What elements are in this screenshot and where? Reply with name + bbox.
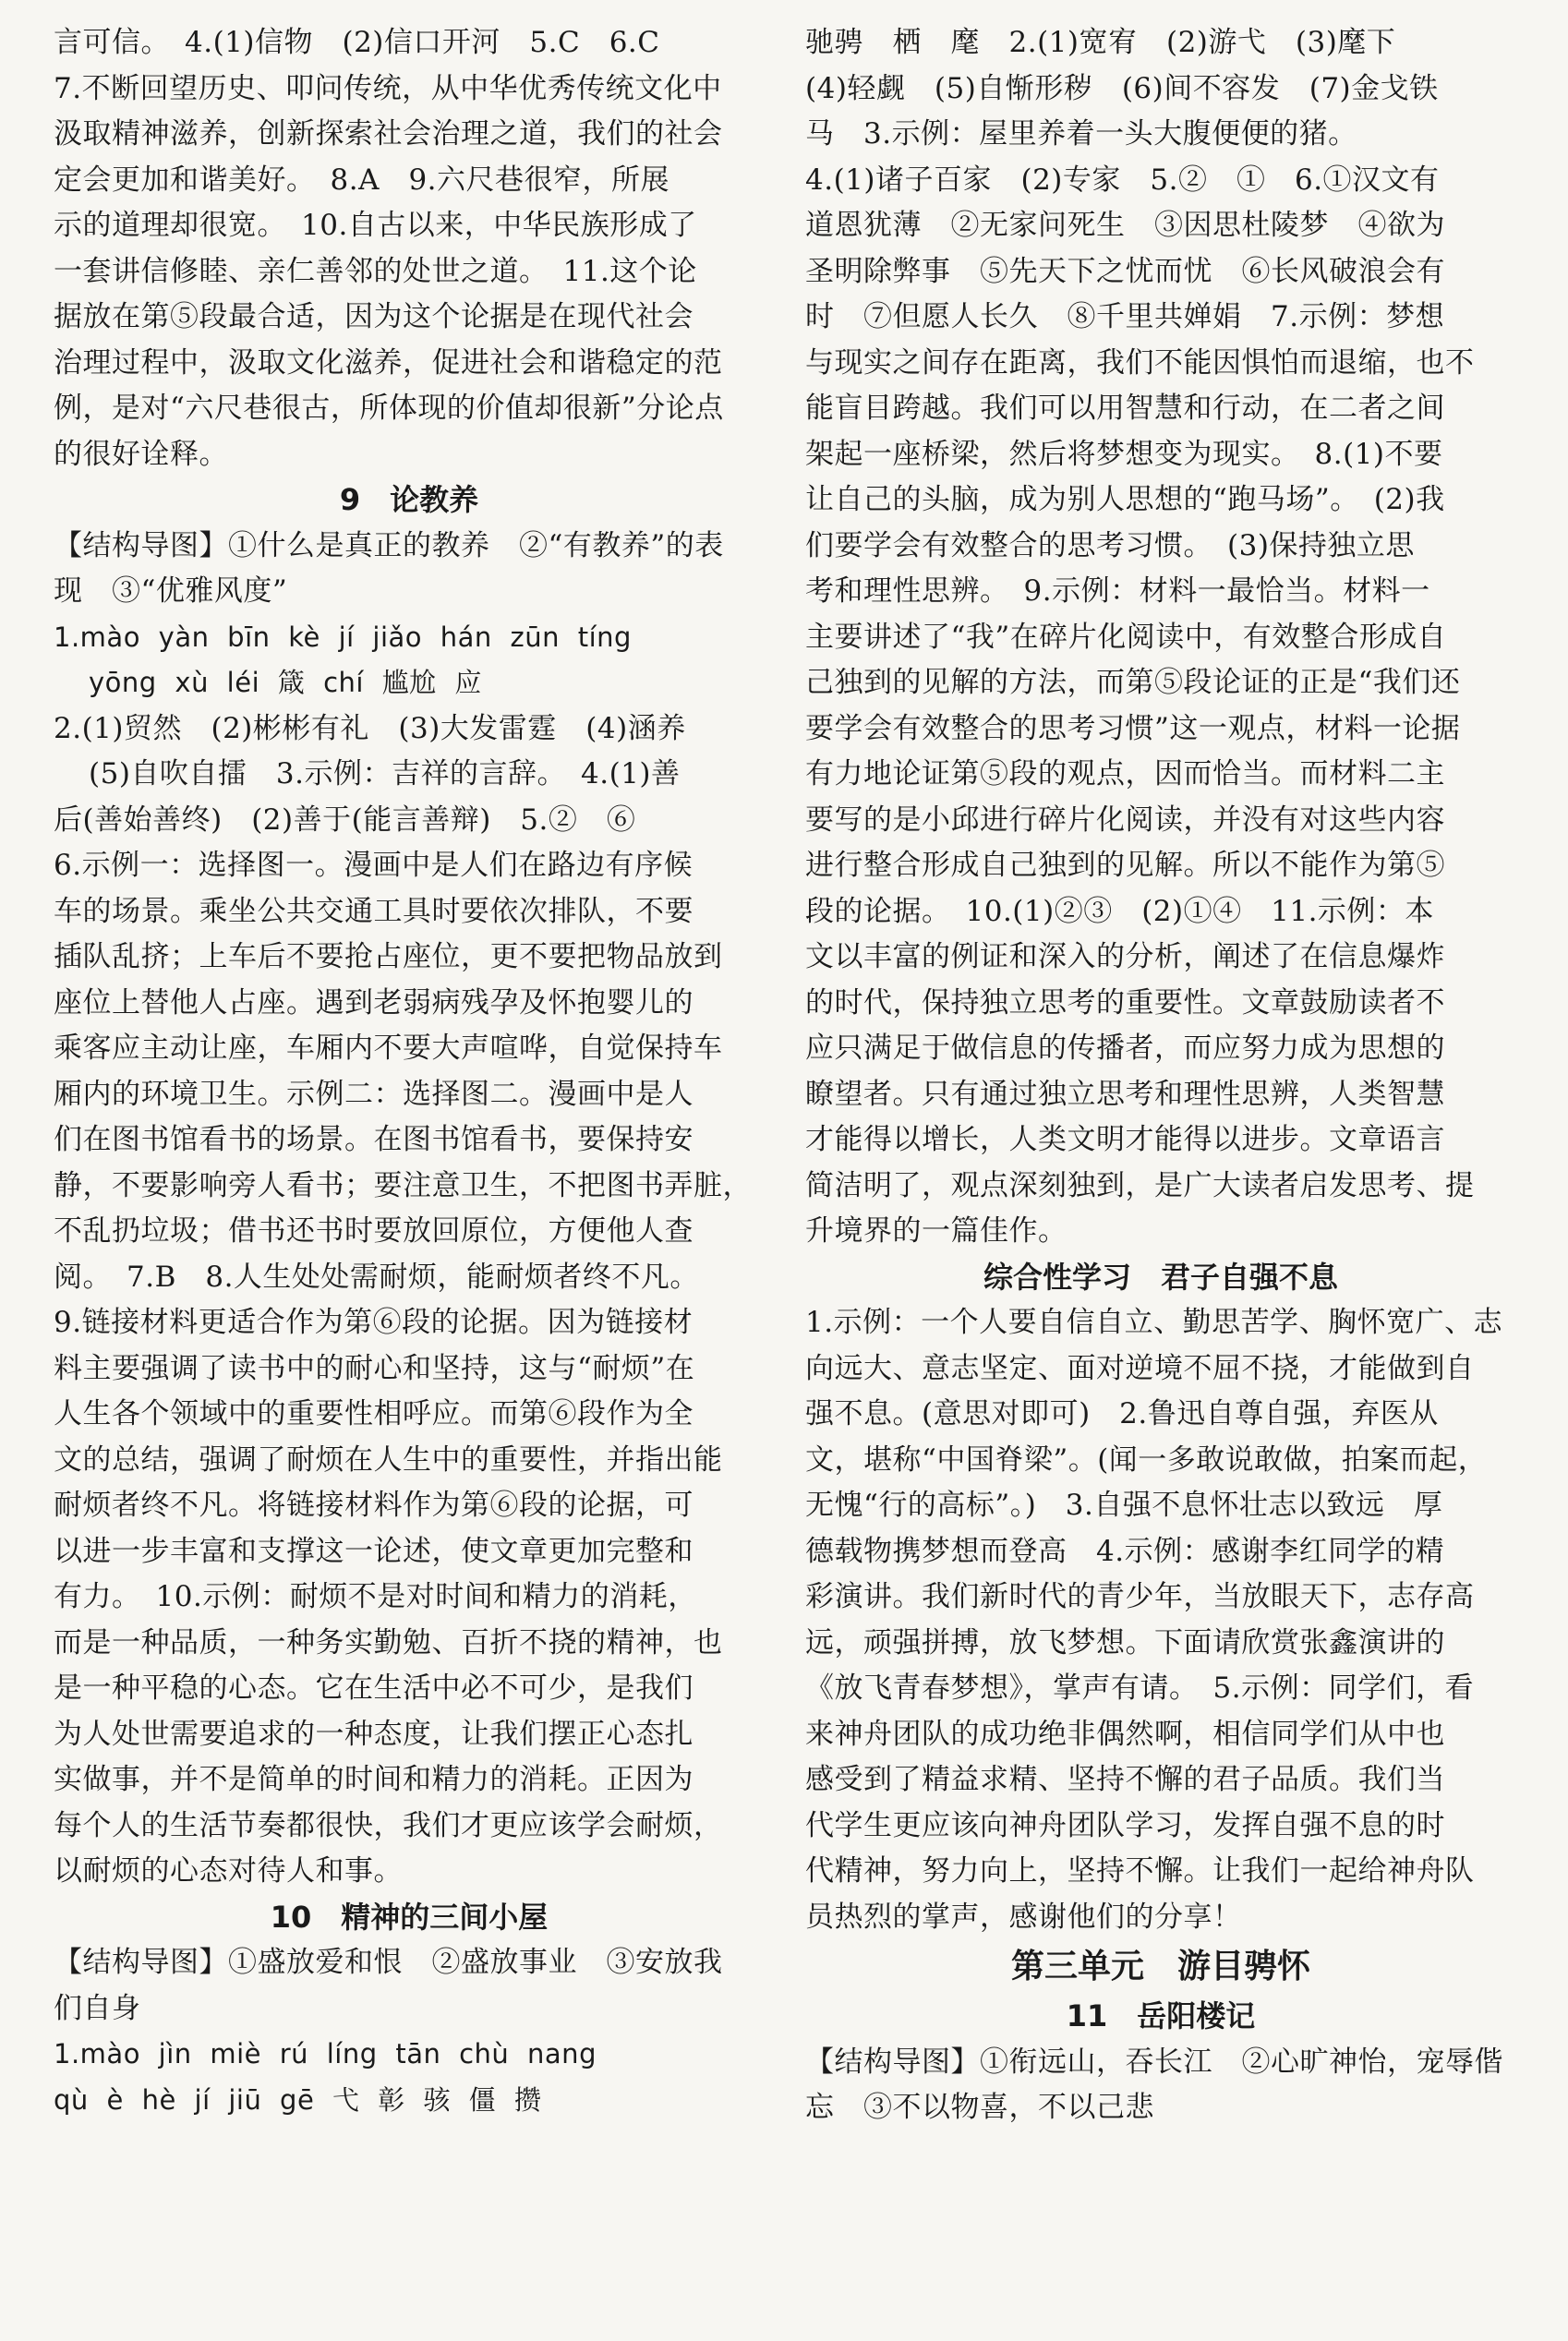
text-line: 文的总结，强调了耐烦在人生中的重要性，并指出能 [54, 1442, 723, 1477]
text-line: 文，堪称“中国脊梁”。(闻一多敢说敢做，拍案而起， [805, 1442, 1488, 1477]
text-line: 人生各个领域中的重要性相呼应。而第⑥段作为全 [54, 1397, 694, 1430]
text-line: 架起一座桥梁，然后将梦想变为现实。 8.(1)不要 [805, 437, 1443, 471]
text-line: 升境界的一篇佳作。 [805, 1214, 1067, 1248]
text-line: 彩演讲。我们新时代的青少年，当放眼天下，志存高 [805, 1580, 1475, 1613]
text-line: 言可信。 4.(1)信物 (2)信口开河 5.C 6.C [54, 26, 660, 59]
text-line: 无愧“行的高标”。) 3.自强不息怀壮志以致远 厚 [805, 1489, 1443, 1522]
text-line: 以耐烦的心态对待人和事。 [54, 1854, 403, 1888]
text-line: 实做事，并不是简单的时间和精力的消耗。正因为 [54, 1763, 694, 1796]
text-line: 是一种平稳的心态。它在生活中必不可少，是我们 [54, 1671, 694, 1705]
text-line: 段的论据。 10.(1)②③ (2)①④ 11.示例：本 [805, 894, 1434, 928]
text-line: 乘客应主动让座，车厢内不要大声喧哗，自觉保持车 [54, 1032, 723, 1065]
text-line: 【结构导图】①盛放爱和恨 ②盛放事业 ③安放我 [54, 1946, 723, 1979]
text-line: 2.(1)贸然 (2)彬彬有礼 (3)大发雷霆 (4)涵养 [54, 711, 686, 745]
text-line: 9.链接材料更适合作为第⑥段的论据。因为链接材 [54, 1306, 694, 1339]
text-line: 的很好诠释。 [54, 437, 228, 471]
text-line: 座位上替他人占座。遇到老弱病残孕及怀抱婴儿的 [54, 985, 694, 1020]
left-column [54, 20, 765, 2123]
text-line: 【结构导图】①衔远山，吞长江 ②心旷神怡，宠辱偕 [805, 2045, 1503, 2079]
unit-title: 第三单元 游目骋怀 [1010, 1948, 1310, 1985]
text-line: 治理过程中，汲取文化滋养，促进社会和谐稳定的范 [54, 345, 723, 380]
text-line: 一套讲信修睦、亲仁善邻的处世之道。 11.这个论 [54, 254, 697, 288]
text-line: 以进一步丰富和支撑这一论述，使文章更加完整和 [54, 1534, 694, 1568]
text-line: 考和理性思辨。 9.示例：材料一最恰当。材料一 [805, 574, 1430, 608]
text-line: 驰骋 栖 麾 2.(1)宽宥 (2)游弋 (3)麾下 [805, 26, 1396, 59]
text-line: (5)自吹自擂 3.示例：吉祥的言辞。 4.(1)善 [89, 757, 681, 790]
text-line: 代学生更应该向神舟团队学习，发挥自强不息的时 [805, 1808, 1445, 1842]
pinyin-line: 1.mào yàn bīn kè jí jiǎo hán zūn tíng [54, 621, 632, 653]
right-column [805, 20, 1516, 2131]
text-line: 厢内的环境卫生。示例二：选择图二。漫画中是人 [54, 1077, 694, 1111]
text-line: 定会更加和谐美好。 8.A 9.六尺巷很窄，所展 [54, 163, 670, 197]
text-line: 能盲目跨越。我们可以用智慧和行动，在二者之间 [805, 392, 1445, 425]
text-line: 每个人的生活节奏都很快，我们才更应该学会耐烦， [54, 1808, 723, 1842]
text-line: 文以丰富的例证和深入的分析，阐述了在信息爆炸 [805, 940, 1445, 973]
section-title: 9 论教养 [339, 482, 479, 517]
text-line: 现 ③“优雅风度” [54, 574, 288, 608]
text-line: 要写的是小邱进行碎片化阅读，并没有对这些内容 [805, 802, 1445, 837]
text-line: 阅。 7.B 8.人生处处需耐烦，能耐烦者终不凡。 [54, 1260, 699, 1294]
text-line: 1.示例：一个人要自信自立、勤思苦学、胸怀宽广、志 [805, 1306, 1503, 1339]
text-line: 德载物携梦想而登高 4.示例：感谢李红同学的精 [805, 1534, 1445, 1568]
text-line: 忘 ③不以物喜，不以己悲 [805, 2091, 1154, 2124]
text-line: 而是一种品质，一种务实勤勉、百折不挠的精神，也 [54, 1625, 723, 1659]
section-title: 10 精神的三间小屋 [270, 1899, 549, 1935]
text-line: 己独到的见解的方法，而第⑤段论证的正是“我们还 [805, 666, 1461, 699]
text-line: 感受到了精益求精、坚持不懈的君子品质。我们当 [805, 1763, 1445, 1796]
text-line: 才能得以增长，人类文明才能得以进步。文章语言 [805, 1123, 1445, 1156]
text-line: 料主要强调了读书中的耐心和坚持，这与“耐烦”在 [54, 1351, 695, 1385]
text-line: 不乱扔垃圾；借书还书时要放回原位，方便他人查 [54, 1214, 694, 1248]
text-line: 耐烦者终不凡。将链接材料作为第⑥段的论据，可 [54, 1489, 694, 1522]
text-line: 要学会有效整合的思考习惯”这一观点，材料一论据 [805, 711, 1461, 745]
text-line: 与现实之间存在距离，我们不能因惧怕而退缩，也不 [805, 345, 1475, 380]
text-line: 据放在第⑤段最合适，因为这个论据是在现代社会 [54, 300, 694, 333]
text-line: 远，顽强拼搏，放飞梦想。下面请欣赏张鑫演讲的 [805, 1625, 1445, 1659]
text-line: 时 ⑦但愿人长久 ⑧千里共婵娟 7.示例：梦想 [805, 300, 1445, 333]
text-line: 们要学会有效整合的思考习惯。 (3)保持独立思 [805, 528, 1415, 562]
pinyin-line: yōng xù léi 箴 chí 尴尬 应 [89, 667, 482, 698]
text-line: (4)轻觑 (5)自惭形秽 (6)间不容发 (7)金戈铁 [805, 71, 1439, 105]
text-line: 《放飞青春梦想》，掌声有请。 5.示例：同学们，看 [805, 1671, 1475, 1705]
text-line: 4.(1)诸子百家 (2)专家 5.② ① 6.①汉文有 [805, 163, 1440, 197]
text-line: 静，不要影响旁人看书；要注意卫生，不把图书弄脏， [54, 1168, 752, 1202]
text-line: 们在图书馆看书的场景。在图书馆看书，要保持安 [54, 1123, 694, 1156]
text-line: 圣明除弊事 ⑤先天下之忧而忧 ⑥长风破浪会有 [805, 254, 1445, 288]
text-line: 有力。 10.示例：耐烦不是对时间和精力的消耗， [54, 1580, 697, 1613]
text-line: 马 3.示例：屋里养着一头大腹便便的猪。 [805, 117, 1357, 151]
text-line: 向远大、意志坚定、面对逆境不屈不挠，才能做到自 [805, 1351, 1475, 1385]
section-title: 11 岳阳楼记 [1066, 1998, 1256, 2033]
pinyin-line: 1.mào jìn miè rú líng tān chù nang [54, 2038, 597, 2069]
text-line: 例，是对“六尺巷很古，所体现的价值却很新”分论点 [54, 392, 724, 425]
text-line: 代精神，努力向上，坚持不懈。让我们一起给神舟队 [805, 1854, 1475, 1888]
text-line: 为人处世需要追求的一种态度，让我们摆正心态扎 [54, 1717, 694, 1751]
text-line: 的时代，保持独立思考的重要性。文章鼓励读者不 [805, 985, 1445, 1020]
text-line: 插队乱挤；上车后不要抢占座位，更不要把物品放到 [54, 940, 723, 973]
text-line: 7.不断回望历史、叩问传统，从中华优秀传统文化中 [54, 71, 722, 105]
text-line: 来神舟团队的成功绝非偶然啊，相信同学们从中也 [805, 1717, 1445, 1751]
text-line: 后(善始善终) (2)善于(能言善辩) 5.② ⑥ [54, 802, 636, 837]
text-line: 简洁明了，观点深刻独到，是广大读者启发思考、提 [805, 1168, 1475, 1202]
text-line: 强不息。(意思对即可) 2.鲁迅自尊自强，弃医从 [805, 1397, 1439, 1430]
text-line: 6.示例一：选择图一。漫画中是人们在路边有序候 [54, 849, 694, 882]
text-line: 车的场景。乘坐公共交通工具时要依次排队，不要 [54, 894, 694, 928]
text-line: 汲取精神滋养，创新探索社会治理之道，我们的社会 [54, 117, 723, 151]
text-line: 主要讲述了“我”在碎片化阅读中，有效整合形成自 [805, 620, 1447, 654]
text-line: 应只满足于做信息的传播者，而应努力成为思想的 [805, 1032, 1445, 1065]
text-line: 【结构导图】①什么是真正的教养 ②“有教养”的表 [54, 528, 724, 562]
text-line: 员热烈的掌声，感谢他们的分享！ [805, 1900, 1242, 1934]
text-line: 道恩犹薄 ②无家问死生 ③因思杜陵梦 ④欲为 [805, 209, 1445, 242]
text-line: 示的道理却很宽。 10.自古以来，中华民族形成了 [54, 209, 697, 242]
section-title: 综合性学习 君子自强不息 [983, 1259, 1338, 1295]
text-line: 让自己的头脑，成为别人思想的“跑马场”。 (2)我 [805, 483, 1445, 516]
pinyin-line: qù è hè jí jiū gē 弋 彰 骇 僵 攒 [54, 2083, 542, 2116]
text-line: 瞭望者。只有通过独立思考和理性思辨，人类智慧 [805, 1077, 1445, 1111]
text-line: 们自身 [54, 1991, 141, 2025]
text-line: 进行整合形成自己独到的见解。所以不能作为第⑤ [805, 849, 1445, 882]
text-line: 有力地论证第⑤段的观点，因而恰当。而材料二主 [805, 757, 1445, 790]
